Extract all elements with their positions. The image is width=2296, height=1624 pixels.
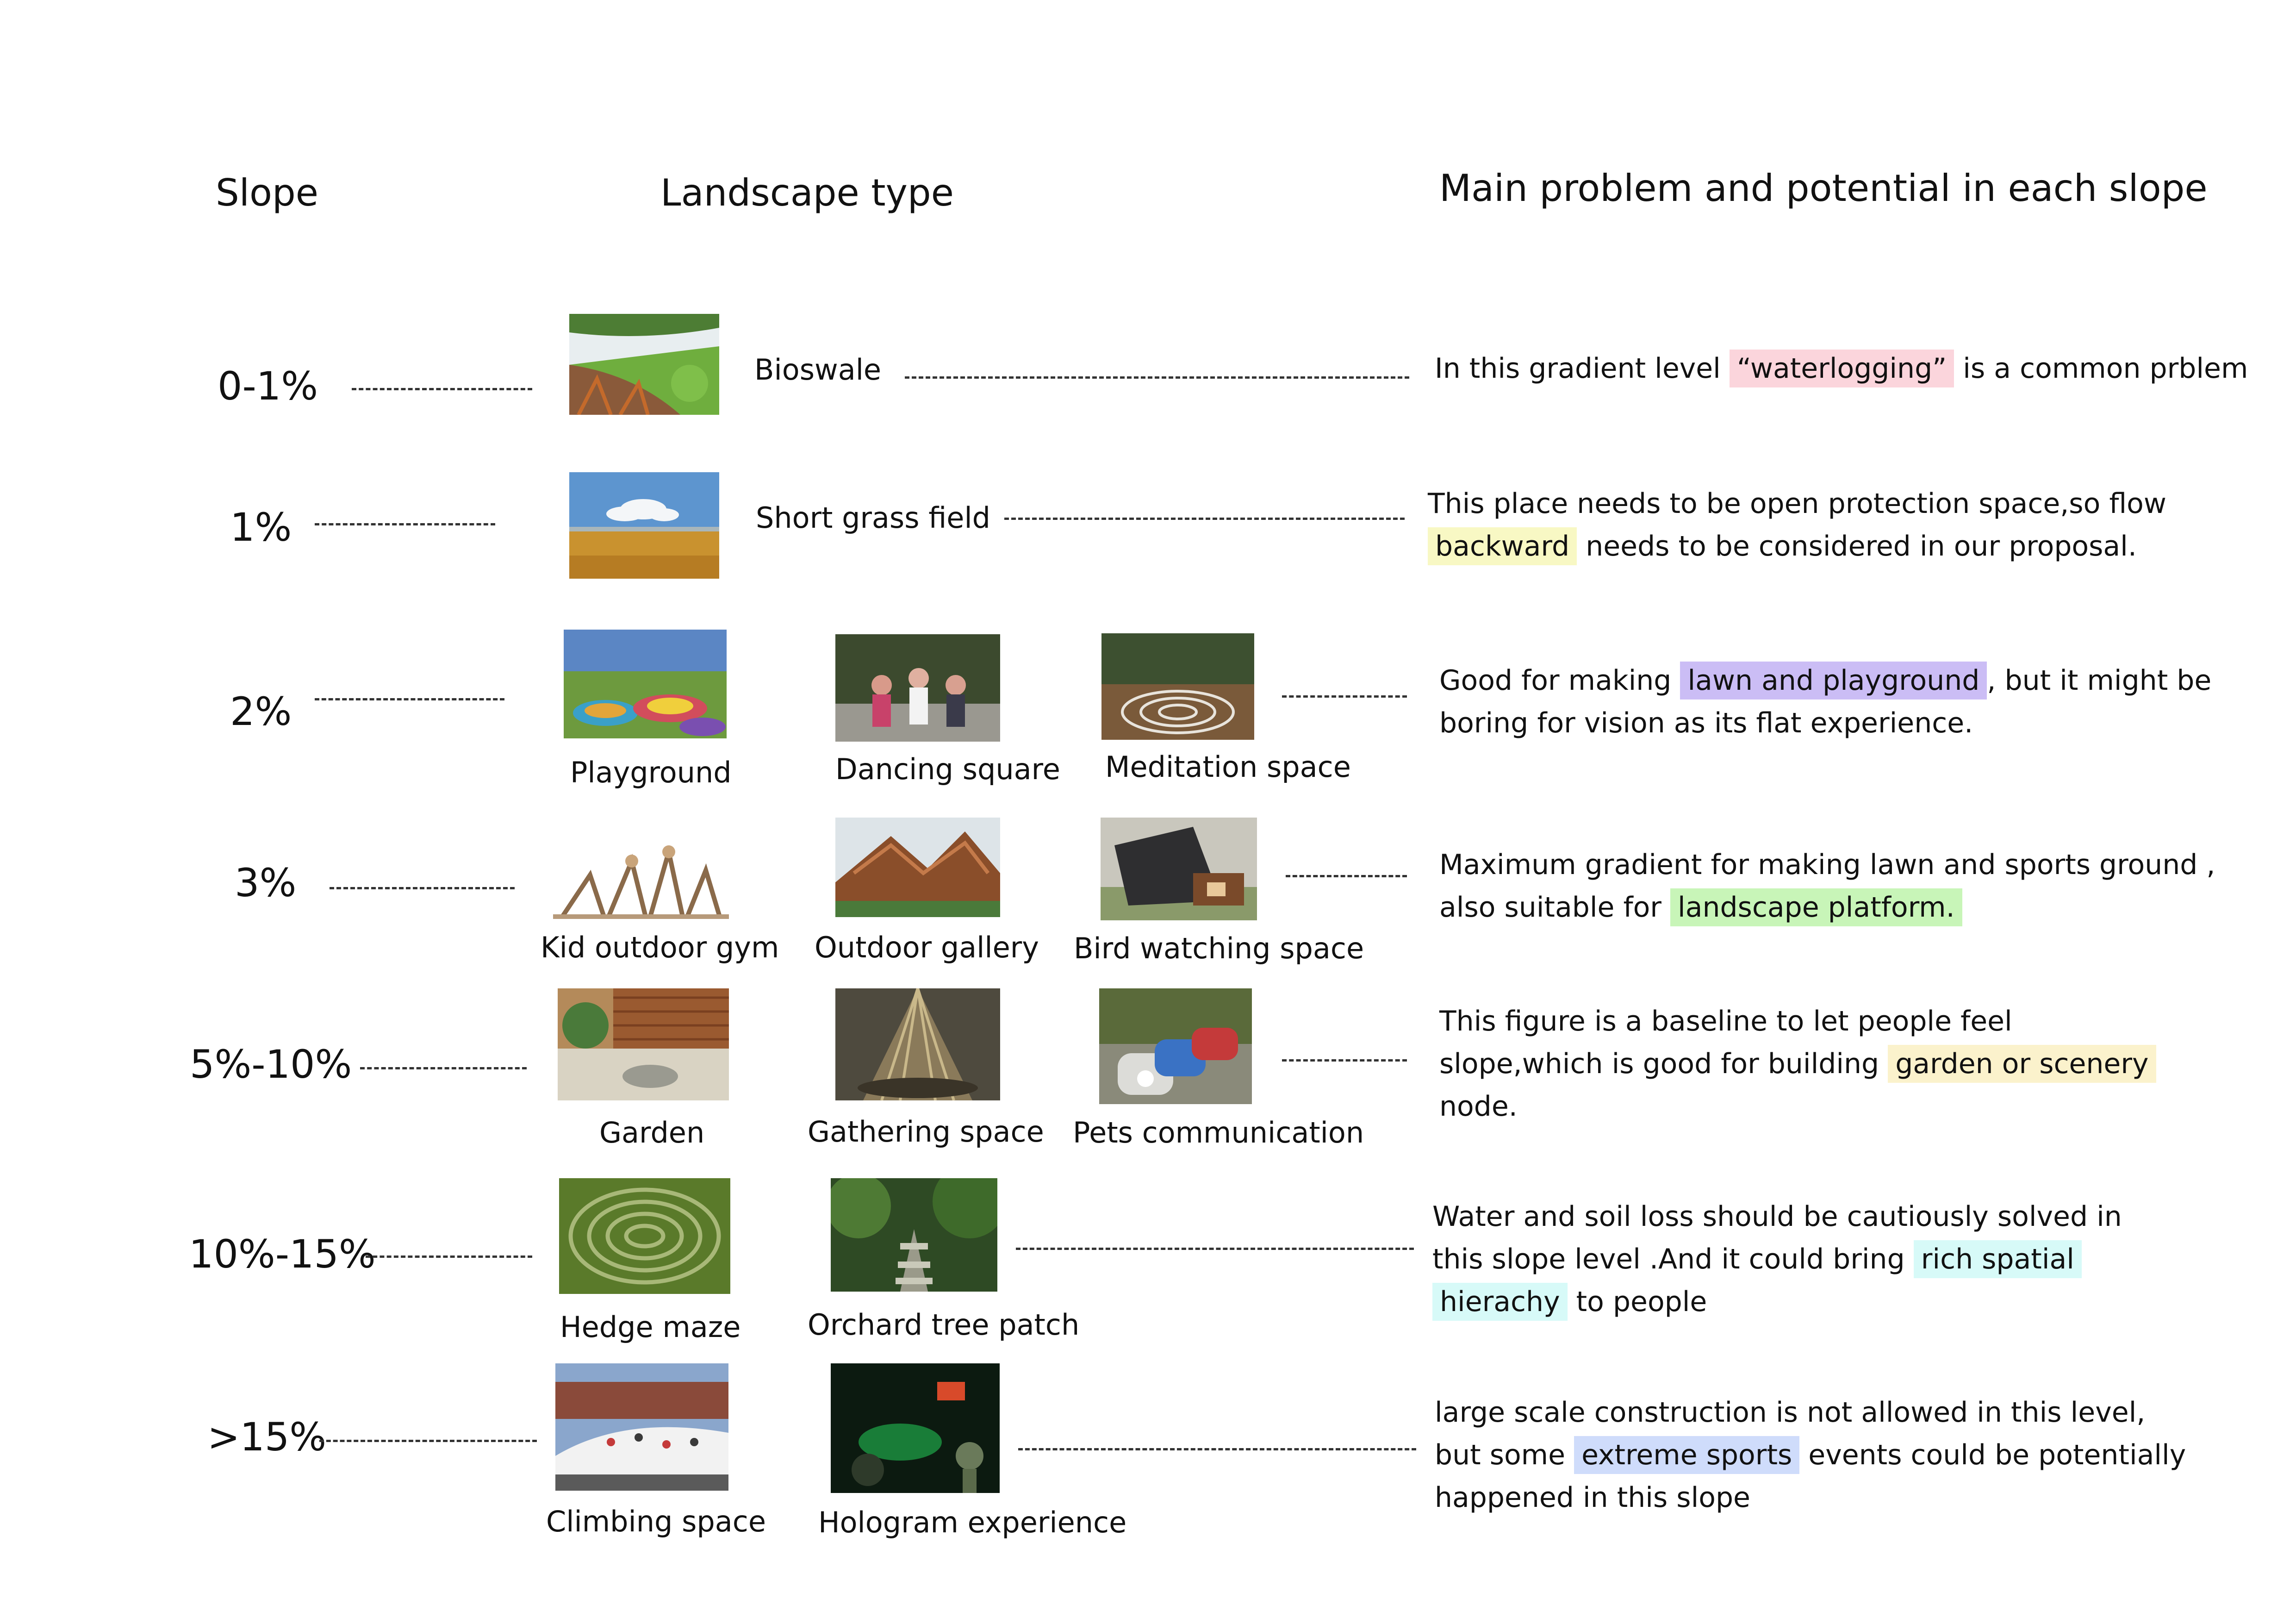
description-line: happened in this slope [1435,1481,1750,1514]
gallery-photo [835,818,1000,917]
landscape-label: Short grass field [756,501,991,535]
landscape-label: Hologram experience [818,1505,1127,1539]
problem-description [1432,1195,2122,1323]
description-line: backward needs to be considered in our proposal. [1428,525,2166,568]
grassland-photo [569,472,719,579]
problem-description [1428,482,2166,568]
landscape-label: Garden [599,1116,705,1149]
landscape-label: Hedge maze [560,1310,741,1344]
landscape-label: Pets communication [1073,1116,1364,1149]
highlight-waterlogging: “waterlogging” [1730,350,1954,387]
description-line: In this gradient level “waterlogging” is a common prblem [1435,347,2248,390]
problem-description [1439,659,2211,744]
problem-description [1439,843,2215,929]
landscape-column-header: Landscape type [660,171,954,214]
description-line: but some extreme sports events could be potentially [1435,1434,2186,1476]
connector-line [1016,1248,1414,1250]
connector-line [905,376,1409,379]
landscape-label: Playground [570,756,732,789]
connector-line [1282,1059,1407,1062]
orchard-photo [831,1178,997,1292]
connector-line [366,1255,532,1258]
description-line: This place needs to be open protection space,so flow [1428,487,2166,520]
slope-label: >15% [207,1414,327,1460]
bioswale-photo [569,314,719,415]
connector-line [1286,875,1407,877]
bird-hide-photo [1101,818,1257,920]
climbing-photo [555,1363,728,1491]
garden-photo [558,988,729,1100]
description-line: large scale construction is not allowed in this level, [1435,1396,2146,1429]
slope-label: 3% [235,860,297,906]
connector-line [360,1067,527,1069]
description-line: boring for vision as its flat experience. [1439,707,1973,739]
description-line: slope,which is good for building garden or scenery [1439,1043,2156,1085]
highlight-rich-spatial: rich spatial [1914,1240,2082,1278]
connector-line [352,388,532,390]
meditation-photo [1101,633,1254,740]
hologram-photo [831,1363,1000,1493]
pets-photo [1099,988,1252,1104]
slope-label: 10%-15% [189,1231,376,1277]
landscape-label: Orchard tree patch [808,1308,1080,1342]
description-line: Water and soil loss should be cautiously solved in [1432,1200,2122,1233]
description-line: also suitable for landscape platform. [1439,886,2215,929]
playground-photo [564,630,727,738]
connector-line [319,1440,537,1442]
kid-gym-photo [553,833,729,919]
description-line: This figure is a baseline to let people feel [1439,1005,2012,1037]
highlight-lawn-and-playground: lawn and playground [1680,662,1987,700]
connector-line [1282,695,1407,698]
highlight-extreme-sports: extreme sports [1574,1436,1799,1474]
highlight-backward: backward [1428,527,1577,565]
slope-label: 5%-10% [190,1042,352,1087]
landscape-label: Gathering space [808,1115,1044,1149]
connector-line [315,523,495,525]
connector-line [1018,1448,1416,1450]
problem-description [1435,347,2248,390]
hedge-maze-photo [559,1178,730,1294]
description-line: Maximum gradient for making lawn and sports ground , [1439,849,2215,881]
landscape-label: Meditation space [1105,750,1351,784]
description-line: hierachy to people [1432,1280,2122,1323]
slope-label: 1% [230,505,292,550]
gathering-photo [835,988,1000,1100]
landscape-label: Climbing space [546,1505,766,1538]
description-line: node. [1439,1090,1518,1123]
highlight-garden-or-scenery: garden or scenery [1888,1045,2156,1083]
description-line: this slope level .And it could bring rich spatial [1432,1238,2122,1280]
highlight-landscape-platform: landscape platform. [1670,888,1962,926]
connector-line [315,698,504,700]
landscape-label: Bird watching space [1074,931,1364,965]
problem-column-header: Main problem and potential in each slope [1439,167,2208,210]
connector-line [330,887,515,889]
landscape-label: Kid outdoor gym [541,931,779,964]
dancing-photo [835,634,1000,742]
landscape-label: Bioswale [754,353,882,387]
slope-label: 2% [230,689,292,734]
description-line: Good for making lawn and playground , but it might be [1439,659,2211,702]
landscape-label: Outdoor gallery [815,931,1039,964]
slope-label: 0-1% [218,363,318,409]
slope-column-header: Slope [216,171,318,214]
connector-line [1004,518,1405,520]
problem-description [1435,1391,2186,1519]
problem-description [1439,1000,2156,1128]
highlight-hierachy: hierachy [1432,1283,1568,1321]
landscape-label: Dancing square [835,752,1060,786]
